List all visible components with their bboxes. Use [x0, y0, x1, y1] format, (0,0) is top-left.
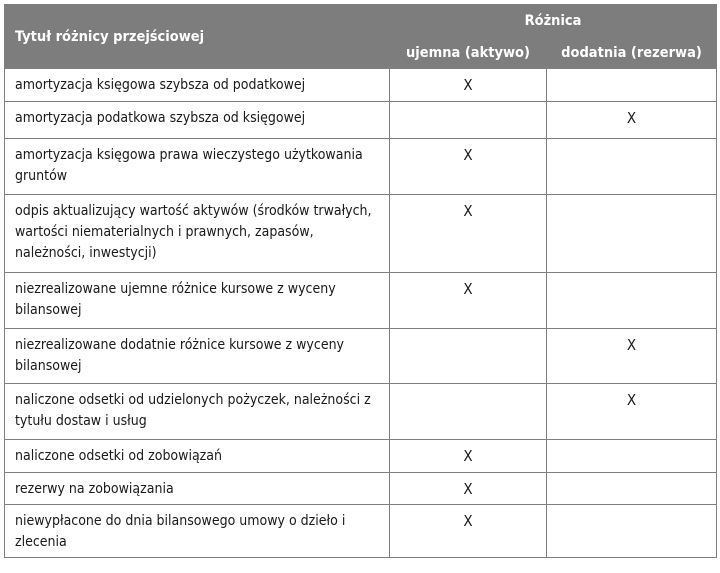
row-label: naliczone odsetki od zobowiązań	[5, 440, 390, 473]
x-mark: X	[463, 76, 473, 94]
negative-cell	[390, 440, 547, 473]
header-positive: dodatnia (rezerwa)	[547, 37, 717, 69]
row-label: amortyzacja księgowa prawa wieczystego użytkowania gruntów	[5, 139, 390, 195]
negative-cell	[390, 273, 547, 329]
table-row	[5, 473, 717, 505]
row-label: naliczone odsetki od udzielonych pożyczek, należności z tytułu dostaw i usług	[5, 384, 390, 440]
negative-cell	[390, 473, 547, 505]
negative-cell	[390, 195, 547, 273]
row-label: amortyzacja księgowa szybsza od podatkowej	[5, 69, 390, 102]
row-label: amortyzacja podatkowa szybsza od księgowej	[5, 102, 390, 139]
positive-cell	[547, 195, 717, 273]
differences-table	[4, 4, 717, 558]
header-title: Tytuł różnicy przejściowej	[5, 5, 390, 69]
header-group: Różnica	[390, 5, 717, 37]
table-row	[5, 102, 717, 139]
x-mark: X	[463, 202, 473, 220]
table-row	[5, 505, 717, 558]
negative-cell	[390, 139, 547, 195]
positive-cell	[547, 440, 717, 473]
table-row	[5, 384, 717, 440]
table-row	[5, 139, 717, 195]
x-mark: X	[463, 146, 473, 164]
positive-cell	[547, 329, 717, 384]
positive-cell	[547, 139, 717, 195]
negative-cell	[390, 102, 547, 139]
positive-cell	[547, 102, 717, 139]
x-mark: X	[626, 109, 637, 127]
positive-cell	[547, 69, 717, 102]
positive-cell	[547, 384, 717, 440]
x-mark: X	[626, 336, 637, 354]
positive-cell	[547, 473, 717, 505]
x-mark: X	[463, 512, 473, 530]
negative-cell	[390, 69, 547, 102]
table-row	[5, 273, 717, 329]
table-row	[5, 195, 717, 273]
negative-cell	[390, 329, 547, 384]
table-row	[5, 329, 717, 384]
row-label: rezerwy na zobowiązania	[5, 473, 390, 505]
row-label: niezrealizowane ujemne różnice kursowe z wyceny bilansowej	[5, 273, 390, 329]
positive-cell	[547, 273, 717, 329]
row-label: niewypłacone do dnia bilansowego umowy o dzieło i zlecenia	[5, 505, 390, 558]
negative-cell	[390, 384, 547, 440]
row-label: niezrealizowane dodatnie różnice kursowe z wyceny bilansowej	[5, 329, 390, 384]
header-negative: ujemna (aktywo)	[390, 37, 547, 69]
x-mark: X	[626, 391, 637, 409]
table-row	[5, 69, 717, 102]
table-row	[5, 440, 717, 473]
x-mark: X	[463, 447, 473, 465]
x-mark: X	[463, 280, 473, 298]
negative-cell	[390, 505, 547, 558]
x-mark: X	[463, 480, 473, 498]
positive-cell	[547, 505, 717, 558]
row-label: odpis aktualizujący wartość aktywów (środków trwałych, wartości niematerialnych i prawnych, zapasów, należności, inwestycji)	[5, 195, 390, 273]
